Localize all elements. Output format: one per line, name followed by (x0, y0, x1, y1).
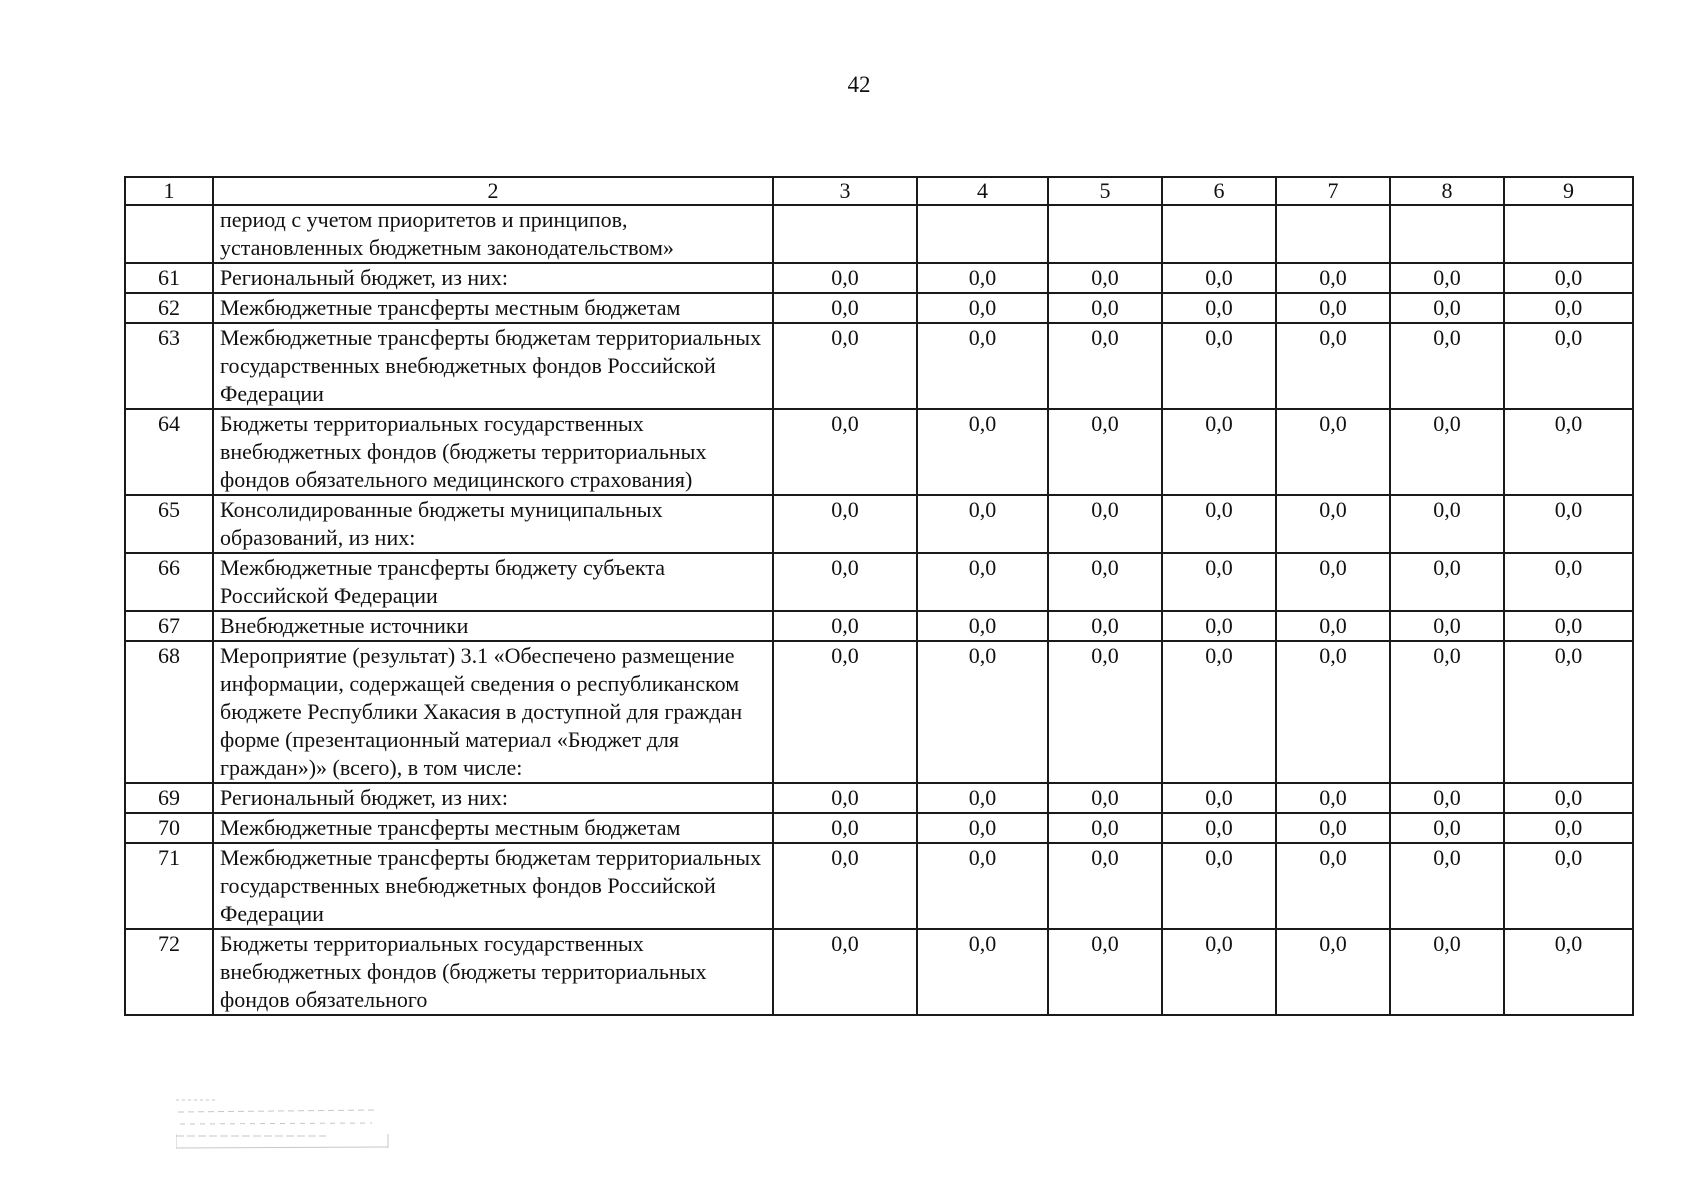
value-cell: 0,0 (773, 495, 917, 553)
value-cell (773, 205, 917, 263)
value-cell: 0,0 (917, 495, 1048, 553)
value-cell: 0,0 (1276, 929, 1390, 1015)
row-description: Межбюджетные трансферты бюджетам территориальных государственных внебюджетных фондов Российской Федерации (213, 843, 773, 929)
value-cell: 0,0 (1162, 323, 1276, 409)
value-cell (1162, 205, 1276, 263)
value-cell: 0,0 (1276, 611, 1390, 641)
value-cell: 0,0 (773, 929, 917, 1015)
value-cell: 0,0 (917, 323, 1048, 409)
table-row (125, 929, 1633, 1015)
value-cell: 0,0 (1048, 611, 1162, 641)
table-row (125, 263, 1633, 293)
value-cell: 0,0 (1504, 323, 1633, 409)
value-cell: 0,0 (1162, 611, 1276, 641)
row-number: 70 (125, 813, 213, 843)
table-row (125, 783, 1633, 813)
value-cell: 0,0 (917, 783, 1048, 813)
row-description: Межбюджетные трансферты бюджету субъекта Российской Федерации (213, 553, 773, 611)
table-row (125, 323, 1633, 409)
value-cell: 0,0 (1390, 323, 1504, 409)
value-cell: 0,0 (1162, 293, 1276, 323)
value-cell (1390, 205, 1504, 263)
row-number (125, 205, 213, 263)
value-cell: 0,0 (773, 843, 917, 929)
value-cell: 0,0 (1504, 843, 1633, 929)
row-number: 69 (125, 783, 213, 813)
column-header: 7 (1276, 177, 1390, 205)
column-header: 4 (917, 177, 1048, 205)
value-cell: 0,0 (1048, 263, 1162, 293)
row-description: Межбюджетные трансферты местным бюджетам (213, 813, 773, 843)
value-cell: 0,0 (773, 783, 917, 813)
row-description: Бюджеты территориальных государственных внебюджетных фондов (бюджеты территориальных фондов обязательного медицинского страхования) (213, 409, 773, 495)
value-cell: 0,0 (1276, 409, 1390, 495)
row-number: 71 (125, 843, 213, 929)
row-number: 62 (125, 293, 213, 323)
table-row (125, 205, 1633, 263)
row-number: 65 (125, 495, 213, 553)
value-cell: 0,0 (1390, 641, 1504, 783)
value-cell: 0,0 (1276, 813, 1390, 843)
value-cell: 0,0 (1048, 495, 1162, 553)
value-cell: 0,0 (773, 611, 917, 641)
value-cell: 0,0 (1048, 293, 1162, 323)
table-row (125, 641, 1633, 783)
row-number: 64 (125, 409, 213, 495)
value-cell: 0,0 (1390, 409, 1504, 495)
row-number: 72 (125, 929, 213, 1015)
value-cell: 0,0 (1048, 783, 1162, 813)
value-cell: 0,0 (1504, 813, 1633, 843)
value-cell: 0,0 (1390, 293, 1504, 323)
table-row (125, 611, 1633, 641)
value-cell: 0,0 (1504, 553, 1633, 611)
value-cell: 0,0 (1048, 323, 1162, 409)
column-header: 8 (1390, 177, 1504, 205)
value-cell: 0,0 (1276, 323, 1390, 409)
value-cell: 0,0 (1390, 553, 1504, 611)
value-cell: 0,0 (1162, 843, 1276, 929)
value-cell: 0,0 (1504, 409, 1633, 495)
column-header: 5 (1048, 177, 1162, 205)
column-header: 1 (125, 177, 213, 205)
column-header: 2 (213, 177, 773, 205)
value-cell: 0,0 (1390, 263, 1504, 293)
value-cell: 0,0 (1276, 495, 1390, 553)
column-header: 3 (773, 177, 917, 205)
value-cell: 0,0 (1162, 409, 1276, 495)
value-cell: 0,0 (1162, 813, 1276, 843)
value-cell: 0,0 (1390, 495, 1504, 553)
value-cell: 0,0 (1276, 783, 1390, 813)
value-cell: 0,0 (1504, 641, 1633, 783)
value-cell: 0,0 (1276, 641, 1390, 783)
value-cell: 0,0 (1390, 611, 1504, 641)
value-cell: 0,0 (1162, 783, 1276, 813)
value-cell (1504, 205, 1633, 263)
value-cell: 0,0 (1276, 263, 1390, 293)
value-cell: 0,0 (1504, 263, 1633, 293)
table-row (125, 553, 1633, 611)
value-cell: 0,0 (917, 611, 1048, 641)
value-cell: 0,0 (1276, 553, 1390, 611)
value-cell: 0,0 (1162, 929, 1276, 1015)
row-number: 66 (125, 553, 213, 611)
value-cell: 0,0 (917, 293, 1048, 323)
value-cell: 0,0 (917, 929, 1048, 1015)
column-header: 6 (1162, 177, 1276, 205)
row-description: Мероприятие (результат) 3.1 «Обеспечено размещение информации, содержащей сведения о республиканском бюджете Республики Хакасия в доступной для граждан форме (презентационный материал «Бюджет для граждан»)» (всего), в том числе: (213, 641, 773, 783)
value-cell: 0,0 (1162, 495, 1276, 553)
value-cell: 0,0 (917, 263, 1048, 293)
value-cell: 0,0 (773, 263, 917, 293)
table-header-row (125, 177, 1633, 205)
value-cell: 0,0 (773, 553, 917, 611)
value-cell: 0,0 (773, 293, 917, 323)
table-row (125, 495, 1633, 553)
value-cell: 0,0 (917, 843, 1048, 929)
row-number: 63 (125, 323, 213, 409)
value-cell: 0,0 (1276, 293, 1390, 323)
value-cell (917, 205, 1048, 263)
value-cell (1048, 205, 1162, 263)
row-description: период с учетом приоритетов и принципов, установленных бюджетным законодательством» (213, 205, 773, 263)
value-cell: 0,0 (917, 813, 1048, 843)
value-cell: 0,0 (1048, 641, 1162, 783)
value-cell: 0,0 (1048, 843, 1162, 929)
row-number: 67 (125, 611, 213, 641)
value-cell: 0,0 (1390, 813, 1504, 843)
value-cell: 0,0 (1504, 293, 1633, 323)
value-cell: 0,0 (1390, 843, 1504, 929)
table-row (125, 293, 1633, 323)
value-cell: 0,0 (773, 641, 917, 783)
value-cell: 0,0 (773, 813, 917, 843)
row-description: Бюджеты территориальных государственных внебюджетных фондов (бюджеты территориальных фондов обязательного (213, 929, 773, 1015)
value-cell: 0,0 (1162, 641, 1276, 783)
value-cell: 0,0 (1504, 495, 1633, 553)
faded-stamp-mark (176, 1096, 390, 1152)
table-row (125, 843, 1633, 929)
value-cell: 0,0 (1504, 929, 1633, 1015)
value-cell: 0,0 (1048, 813, 1162, 843)
value-cell: 0,0 (1048, 409, 1162, 495)
row-description: Межбюджетные трансферты бюджетам территориальных государственных внебюджетных фондов Российской Федерации (213, 323, 773, 409)
table-row (125, 409, 1633, 495)
value-cell: 0,0 (917, 409, 1048, 495)
value-cell: 0,0 (773, 323, 917, 409)
value-cell: 0,0 (773, 409, 917, 495)
row-number: 61 (125, 263, 213, 293)
row-description: Внебюджетные источники (213, 611, 773, 641)
row-description: Межбюджетные трансферты местным бюджетам (213, 293, 773, 323)
value-cell: 0,0 (1390, 929, 1504, 1015)
value-cell: 0,0 (917, 553, 1048, 611)
column-header: 9 (1504, 177, 1633, 205)
page-number: 42 (847, 72, 871, 97)
table-row (125, 813, 1633, 843)
row-number: 68 (125, 641, 213, 783)
value-cell: 0,0 (1162, 553, 1276, 611)
row-description: Региональный бюджет, из них: (213, 783, 773, 813)
value-cell: 0,0 (1048, 553, 1162, 611)
value-cell: 0,0 (1048, 929, 1162, 1015)
value-cell: 0,0 (1276, 843, 1390, 929)
value-cell: 0,0 (917, 641, 1048, 783)
value-cell (1276, 205, 1390, 263)
table-body (125, 205, 1633, 1015)
value-cell: 0,0 (1390, 783, 1504, 813)
value-cell: 0,0 (1504, 611, 1633, 641)
budget-table (124, 176, 1634, 1016)
row-description: Консолидированные бюджеты муниципальных образований, из них: (213, 495, 773, 553)
row-description: Региональный бюджет, из них: (213, 263, 773, 293)
value-cell: 0,0 (1162, 263, 1276, 293)
value-cell: 0,0 (1504, 783, 1633, 813)
